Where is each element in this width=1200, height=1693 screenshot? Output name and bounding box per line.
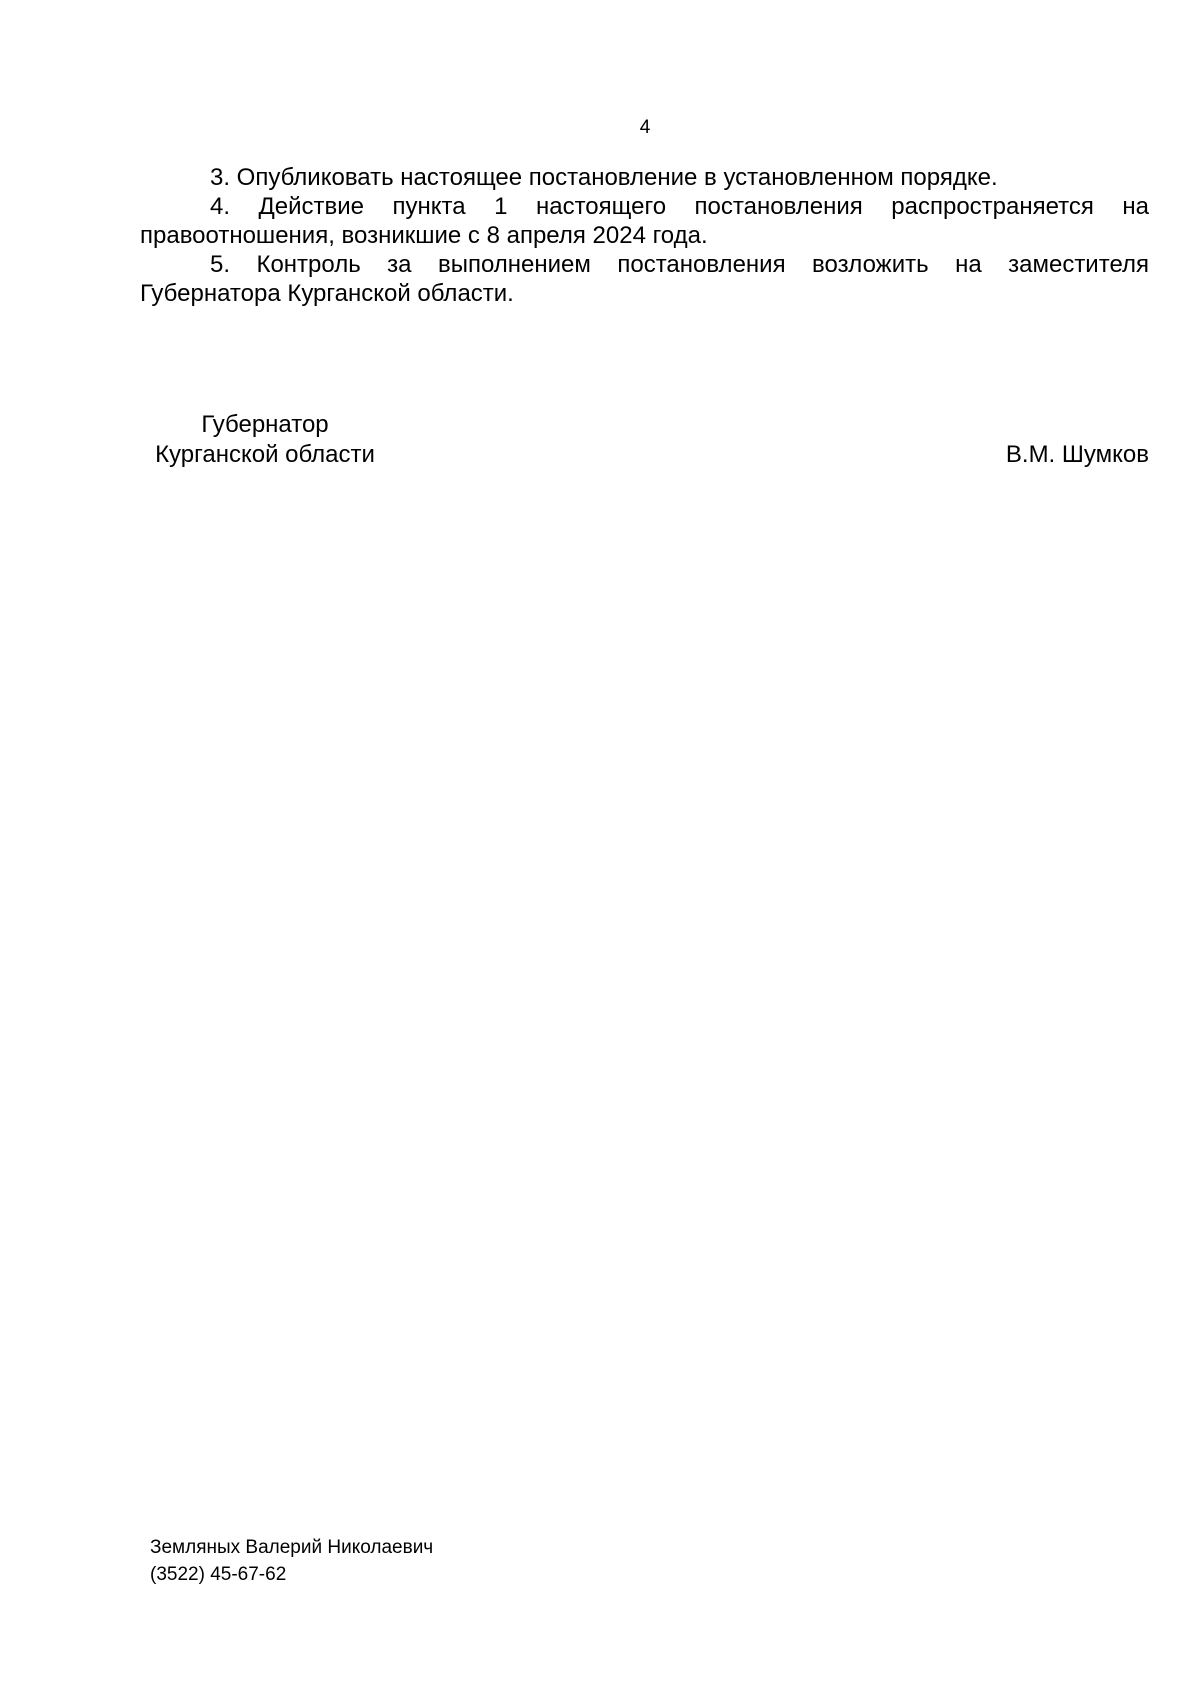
signatory-position	[140, 410, 390, 470]
resolution-body	[140, 163, 1149, 308]
executor-name: Земляных Валерий Николаевич	[150, 1537, 434, 1558]
page-number: 4	[639, 117, 651, 138]
executor-phone: (3522) 45-67-62	[150, 1564, 287, 1585]
executor-contact	[150, 1534, 433, 1588]
paragraph-item-3: 3. Опубликовать настоящее постановление в установленном порядке.	[210, 164, 998, 191]
paragraph-item-4: 4. Действие пункта 1 настоящего постановления распространяется на правоотношения, возникшие с 8 апреля 2024 года.	[140, 193, 1149, 249]
signatory-position-line1: Губернатор	[201, 411, 329, 438]
paragraph-item-5: 5. Контроль за выполнением постановления возложить на заместителя Губернатора Курганской области.	[140, 251, 1149, 307]
signatory-name: В.М. Шумков	[1005, 441, 1149, 468]
signatory-position-line2: Курганской области	[155, 441, 375, 468]
